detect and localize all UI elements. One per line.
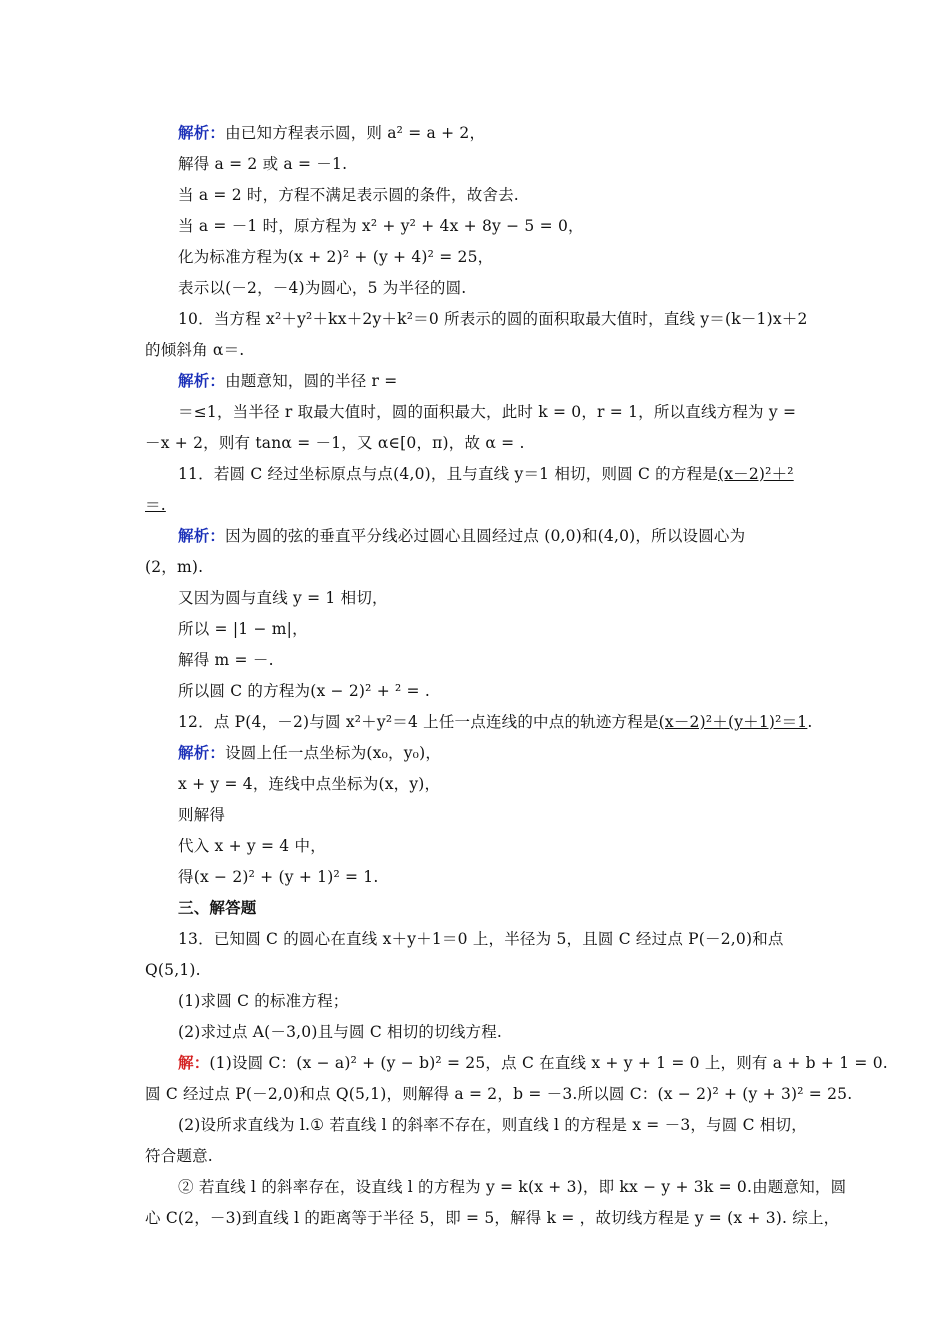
question-11-cont bbox=[145, 495, 166, 515]
question-12: 12．点 P(4，－2)与圆 x²＋y²＝4 上任一点连线的中点的轨迹方程是(x－2)²＋(y＋1)²＝1. bbox=[178, 713, 813, 731]
answer-blank: ＝. bbox=[145, 496, 166, 514]
solution-line: ② 若直线 l 的斜率存在，设直线 l 的方程为 y = k(x + 3)，即 kx − y + 3k = 0.由题意知，圆 bbox=[178, 1178, 847, 1196]
analysis-label: 解析： bbox=[178, 743, 226, 762]
solution-line: 解得 m = －. bbox=[178, 651, 274, 669]
question-13-part-1: (1)求圆 C 的标准方程； bbox=[178, 992, 349, 1010]
solution-line: 解析：由题意知，圆的半径 r = bbox=[178, 371, 398, 390]
solution-line: (2)设所求直线为 l.① 若直线 l 的斜率不存在，则直线 l 的方程是 x = －3，与圆 C 相切， bbox=[178, 1116, 807, 1134]
solution-line: 解析：设圆上任一点坐标为(x₀，y₀)， bbox=[178, 743, 442, 762]
question-13-cont: Q(5,1). bbox=[145, 961, 201, 979]
question-13: 13．已知圆 C 的圆心在直线 x＋y＋1＝0 上，半径为 5，且圆 C 经过点 P(－2,0)和点 bbox=[178, 930, 784, 948]
solution-line: 符合题意. bbox=[145, 1147, 213, 1165]
question-13-part-2: (2)求过点 A(－3,0)且与圆 C 相切的切线方程. bbox=[178, 1023, 503, 1041]
solution-line: 则解得 bbox=[178, 806, 226, 824]
answer-blank: (x－2)²＋² bbox=[717, 465, 794, 483]
solution-line: 所以圆 C 的方程为(x − 2)² + ² = . bbox=[178, 682, 430, 700]
solution-line: 所以 = |1 − m|， bbox=[178, 620, 308, 638]
analysis-label: 解析： bbox=[178, 123, 226, 142]
solution-line: 解得 a = 2 或 a = －1. bbox=[178, 155, 348, 173]
solution-line: 解析：因为圆的弦的垂直平分线必过圆心且圆经过点 (0,0)和(4,0)，所以设圆心为 bbox=[178, 526, 746, 545]
solution-line: ＝≤1，当半径 r 取最大值时，圆的面积最大，此时 k = 0，r = 1，所以直线方程为 y = bbox=[178, 403, 797, 421]
solution-line: －x + 2，则有 tanα = －1，又 α∈[0，π)，故 α = . bbox=[145, 434, 525, 452]
analysis-label: 解析： bbox=[178, 371, 226, 390]
solution-line: (2，m). bbox=[145, 558, 204, 576]
solution-line: 化为标准方程为(x + 2)² + (y + 4)² = 25， bbox=[178, 248, 494, 266]
solution-line: 当 a = －1 时，原方程为 x² + y² + 4x + 8y − 5 = 0， bbox=[178, 217, 584, 235]
question-11: 11．若圆 C 经过坐标原点与点(4,0)，且与直线 y＝1 相切，则圆 C 的方程是(x－2)²＋² bbox=[178, 465, 794, 483]
solution-line: 圆 C 经过点 P(－2,0)和点 Q(5,1)，则解得 a = 2，b = －3.所以圆 C：(x − 2)² + (y + 3)² = 25. bbox=[145, 1085, 853, 1103]
question-10-cont: 的倾斜角 α＝. bbox=[145, 341, 245, 359]
solution-line: 解：(1)设圆 C：(x − a)² + (y − b)² = 25，点 C 在直线 x + y + 1 = 0 上，则有 a + b + 1 = 0. bbox=[178, 1053, 888, 1072]
answer-blank: (x－2)²＋(y＋1)²＝1 bbox=[658, 713, 808, 731]
solution-label: 解： bbox=[178, 1053, 210, 1072]
solution-line: 当 a = 2 时，方程不满足表示圆的条件，故舍去. bbox=[178, 186, 519, 204]
solution-line: 表示以(－2，－4)为圆心，5 为半径的圆. bbox=[178, 279, 467, 297]
solution-line: 心 C(2，－3)到直线 l 的距离等于半径 5，即 = 5，解得 k = ，故切线方程是 y = (x + 3). 综上， bbox=[145, 1209, 840, 1227]
solution-line: 代入 x + y = 4 中， bbox=[178, 837, 326, 855]
analysis-label: 解析： bbox=[178, 526, 226, 545]
solution-line: 得(x − 2)² + (y + 1)² = 1. bbox=[178, 868, 379, 886]
question-10: 10．当方程 x²＋y²＋kx＋2y＋k²＝0 所表示的圆的面积取最大值时，直线 y＝(k－1)x＋2 bbox=[178, 310, 808, 328]
solution-line: 又因为圆与直线 y = 1 相切， bbox=[178, 589, 388, 607]
section-heading: 三、解答题 bbox=[178, 898, 257, 917]
solution-line: x + y = 4，连线中点坐标为(x，y)， bbox=[178, 775, 441, 793]
solution-line: 解析：由已知方程表示圆，则 a² = a + 2， bbox=[178, 123, 486, 142]
